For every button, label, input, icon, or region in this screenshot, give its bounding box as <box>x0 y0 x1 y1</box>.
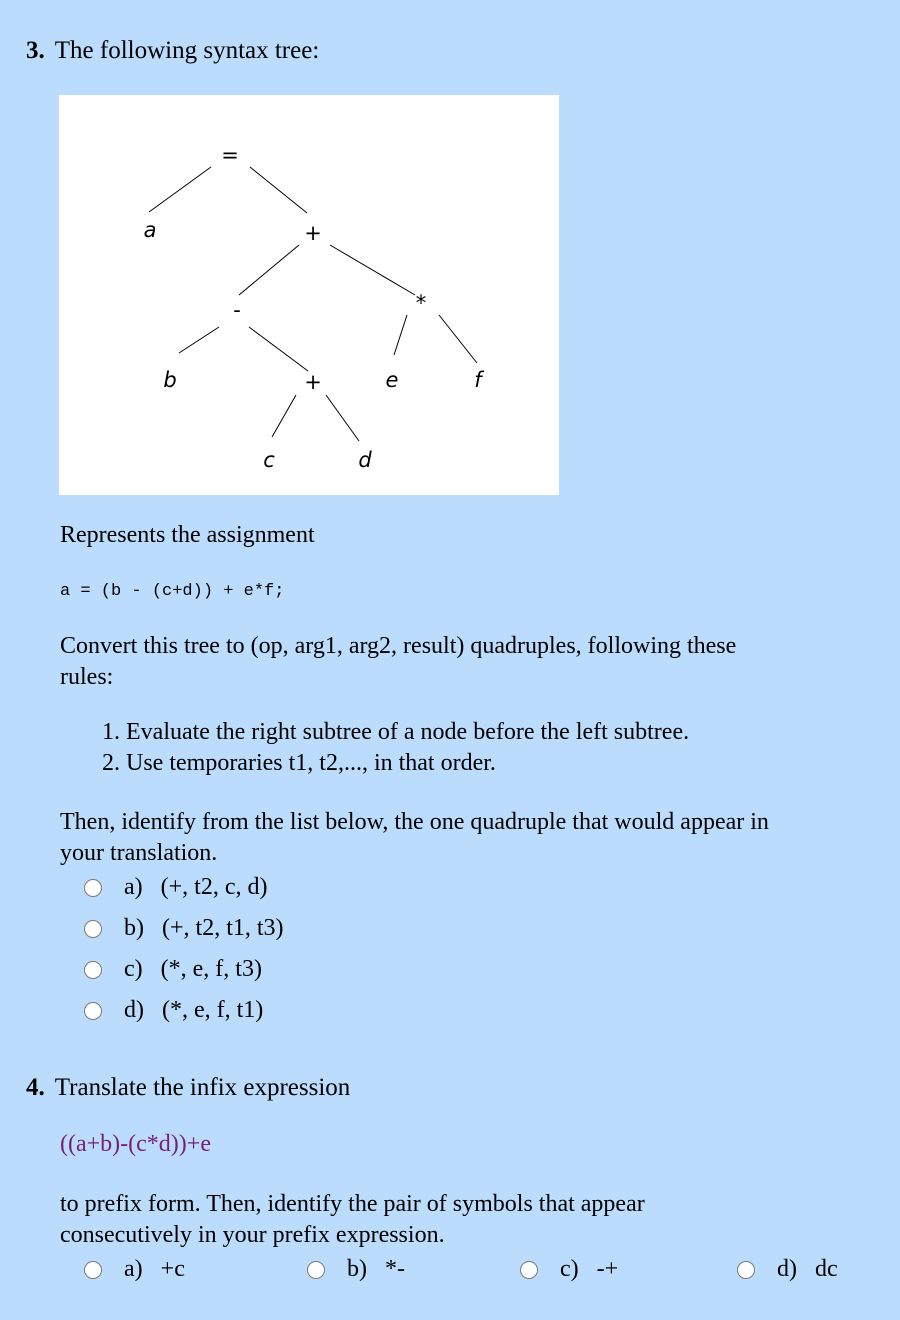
tree-node-root: = <box>221 143 239 167</box>
tree-node-e: e <box>385 368 399 392</box>
question-3-number: 3. <box>26 37 45 64</box>
option-letter: c) <box>560 1256 579 1282</box>
assignment-code: a = (b - (c+d)) + e*f; <box>60 582 285 601</box>
option-text: -+ <box>596 1256 619 1282</box>
infix-expression: ((a+b)-(c*d))+e <box>60 1131 211 1157</box>
option-text: *- <box>385 1256 405 1282</box>
q3-option-c[interactable] <box>84 956 262 983</box>
prefix-line-1: to prefix form. Then, identify the pair of symbols that appear <box>60 1191 645 1217</box>
edge-times-e <box>394 315 407 355</box>
rule-item: 2. Use temporaries t1, t2,..., in that order. <box>126 748 900 779</box>
edge-root-plus <box>250 167 307 213</box>
radio-button[interactable] <box>84 879 102 897</box>
option-letter: a) <box>124 874 143 900</box>
edge-plus-c <box>272 395 296 437</box>
syntax-tree-svg <box>59 95 559 495</box>
question-4-heading <box>26 1074 350 1102</box>
tree-node-plus-low: + <box>304 370 322 394</box>
option-letter: c) <box>124 956 143 982</box>
tree-node-a: a <box>143 218 157 242</box>
option-text: (*, e, f, t1) <box>162 997 264 1023</box>
option-letter: b) <box>124 915 144 941</box>
option-text: +c <box>160 1256 185 1282</box>
tree-node-times: * <box>415 291 427 315</box>
option-text: (+, t2, c, d) <box>160 874 268 900</box>
rules-list <box>60 717 900 779</box>
edge-plus-minus <box>239 245 299 295</box>
option-text: (*, e, f, t3) <box>160 956 262 982</box>
q4-option-c[interactable] <box>520 1256 618 1283</box>
radio-button[interactable] <box>520 1261 538 1279</box>
q3-option-b[interactable] <box>84 915 284 942</box>
radio-button[interactable] <box>84 961 102 979</box>
tree-node-b: b <box>163 368 177 392</box>
option-letter: a) <box>124 1256 143 1282</box>
question-3-title: The following syntax tree: <box>54 37 320 64</box>
edge-times-f <box>439 315 477 363</box>
question-4-title: Translate the infix expression <box>54 1074 351 1101</box>
radio-button[interactable] <box>84 1002 102 1020</box>
q4-option-b[interactable] <box>307 1256 405 1283</box>
convert-line-1: Convert this tree to (op, arg1, arg2, result) quadruples, following these <box>60 633 737 659</box>
identify-line-2: your translation. <box>60 840 218 866</box>
radio-button[interactable] <box>84 920 102 938</box>
option-letter: d) <box>777 1256 797 1282</box>
edge-plus-d <box>326 395 359 441</box>
question-3-heading <box>26 37 319 65</box>
edge-minus-plus <box>249 327 308 371</box>
syntax-tree-figure <box>59 95 559 495</box>
tree-node-c: c <box>263 448 275 472</box>
q4-option-d[interactable] <box>737 1256 838 1283</box>
represents-text: Represents the assignment <box>60 522 315 548</box>
edge-root-a <box>149 167 211 212</box>
prefix-instructions <box>60 1189 860 1251</box>
tree-node-f: f <box>474 368 482 392</box>
option-letter: b) <box>347 1256 367 1282</box>
edge-minus-b <box>179 327 219 353</box>
identify-instructions <box>60 807 880 869</box>
convert-instructions <box>60 631 860 693</box>
edge-plus-times <box>330 245 415 295</box>
rule-item: 1. Evaluate the right subtree of a node before the left subtree. <box>126 717 900 748</box>
tree-node-d: d <box>358 448 372 472</box>
q4-option-a[interactable] <box>84 1256 185 1283</box>
radio-button[interactable] <box>737 1261 755 1279</box>
radio-button[interactable] <box>307 1261 325 1279</box>
prefix-line-2: consecutively in your prefix expression. <box>60 1222 445 1248</box>
tree-node-plus-top: + <box>304 221 322 245</box>
tree-node-minus: - <box>233 298 241 322</box>
q3-option-a[interactable] <box>84 874 268 901</box>
question-4-number: 4. <box>26 1074 45 1101</box>
option-letter: d) <box>124 997 144 1023</box>
radio-button[interactable] <box>84 1261 102 1279</box>
option-text: (+, t2, t1, t3) <box>162 915 284 941</box>
convert-line-2: rules: <box>60 664 114 690</box>
identify-line-1: Then, identify from the list below, the one quadruple that would appear in <box>60 809 769 835</box>
option-text: dc <box>815 1256 838 1282</box>
q3-option-d[interactable] <box>84 997 263 1024</box>
